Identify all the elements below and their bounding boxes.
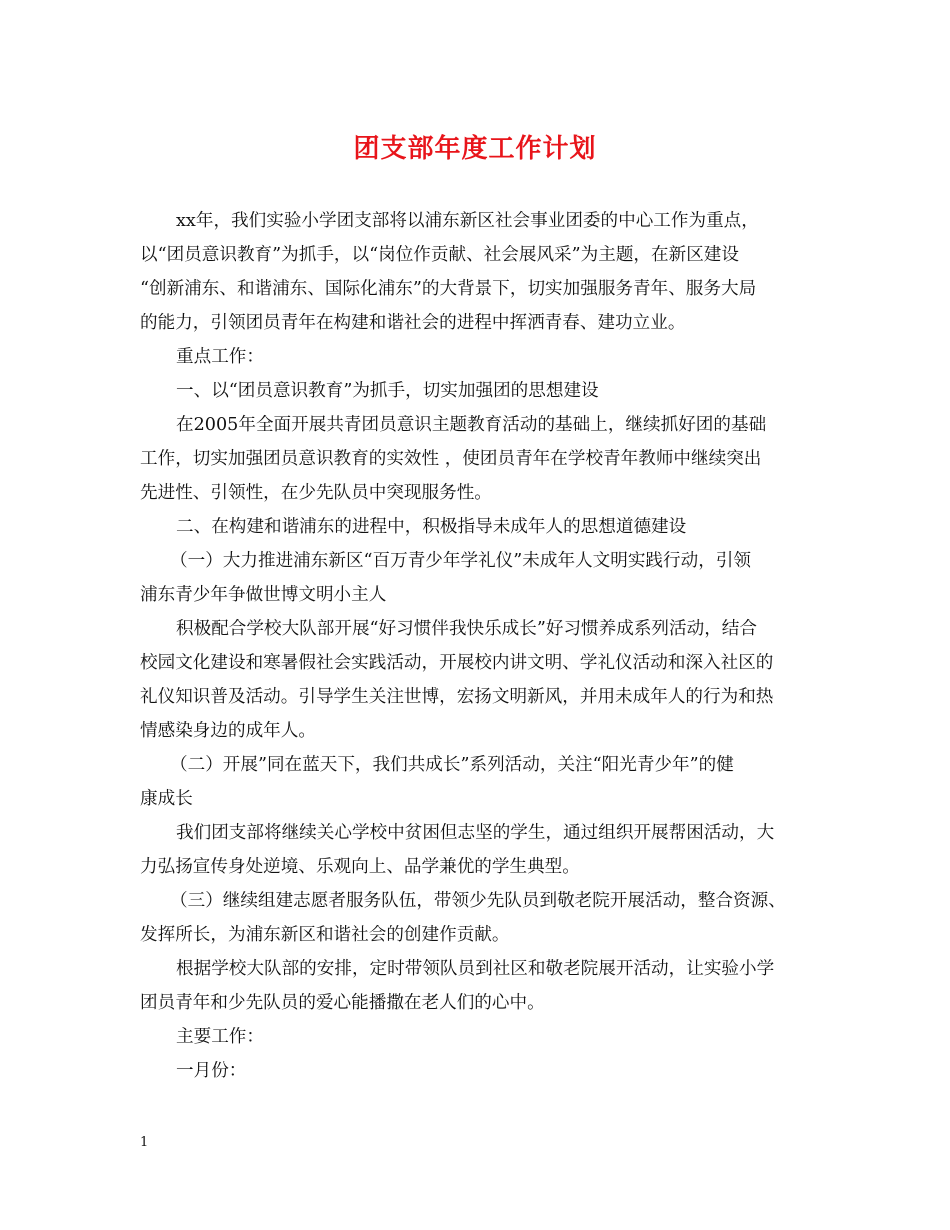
subsection-heading: （二）开展”同在蓝天下，我们共成长”系列活动，关注“阳光青少年”的健	[170, 755, 734, 775]
paragraph-line: 团员青年和少先队员的爱心能播撒在老人们的心中。	[140, 993, 545, 1013]
subsection-heading: 浦东青少年争做世博文明小主人	[140, 585, 387, 605]
subsection-heading: 发挥所长，为浦东新区和谐社会的创建作贡献。	[140, 925, 510, 945]
paragraph-line: 先进性、引领性，在少先队员中突现服务性。	[140, 483, 492, 503]
paragraph-line: 工作，切实加强团员意识教育的实效性 ，使团员青年在学校青年教师中继续突出	[140, 449, 762, 469]
section-heading: 一月份：	[176, 1061, 247, 1081]
section-heading: 一、以“团员意识教育”为抓手，切实加强团的思想建设	[176, 381, 599, 401]
paragraph-line: 根据学校大队部的安排，定时带领队员到社区和敬老院展开活动，让实验小学	[176, 959, 775, 979]
paragraph-line: xx年，我们实验小学团支部将以浦东新区社会事业团委的中心工作为重点，	[176, 211, 759, 231]
document-body	[140, 204, 820, 1088]
paragraph-line: 积极配合学校大队部开展“好习惯伴我快乐成长”好习惯养成系列活动，结合	[176, 619, 757, 639]
paragraph-line: 力弘扬宣传身处逆境、乐观向上、品学兼优的学生典型。	[140, 857, 580, 877]
subsection-heading: 康成长	[140, 789, 193, 809]
paragraph-line: 礼仪知识普及活动。引导学生关注世博，宏扬文明新风，并用未成年人的行为和热	[140, 687, 774, 707]
page-number: 1	[140, 1135, 149, 1150]
paragraph-line: 以“团员意识教育”为抓手，以“岗位作贡献、社会展风采”为主题，在新区建设	[140, 245, 739, 265]
document-title: 团支部年度工作计划	[353, 134, 597, 164]
section-heading: 主要工作：	[176, 1027, 264, 1047]
paragraph-line: “创新浦东、和谐浦东、国际化浦东”的大背景下，切实加强服务青年、服务大局	[140, 279, 757, 299]
paragraph-line: 校园文化建设和寒暑假社会实践活动，开展校内讲文明、学礼仪活动和深入社区的	[140, 653, 774, 673]
paragraph-line: 的能力，引领团员青年在构建和谐社会的进程中挥洒青春、建功立业。	[140, 313, 686, 333]
subsection-heading: （三）继续组建志愿者服务队伍，带领少先队员到敬老院开展活动，整合资源、	[170, 891, 786, 911]
paragraph-line: 情感染身边的成年人。	[140, 721, 316, 741]
section-heading: 二、在构建和谐浦东的进程中，积极指导未成年人的思想道德建设	[176, 517, 687, 537]
subsection-heading: （一）大力推进浦东新区“百万青少年学礼仪”未成年人文明实践行动，引领	[170, 551, 751, 571]
paragraph-line: 在2005年全面开展共青团员意识主题教育活动的基础上，继续抓好团的基础	[176, 415, 767, 435]
paragraph-line: 我们团支部将继续关心学校中贫困但志坚的学生，通过组织开展帮困活动，大	[176, 823, 775, 843]
section-heading: 重点工作：	[176, 347, 264, 367]
